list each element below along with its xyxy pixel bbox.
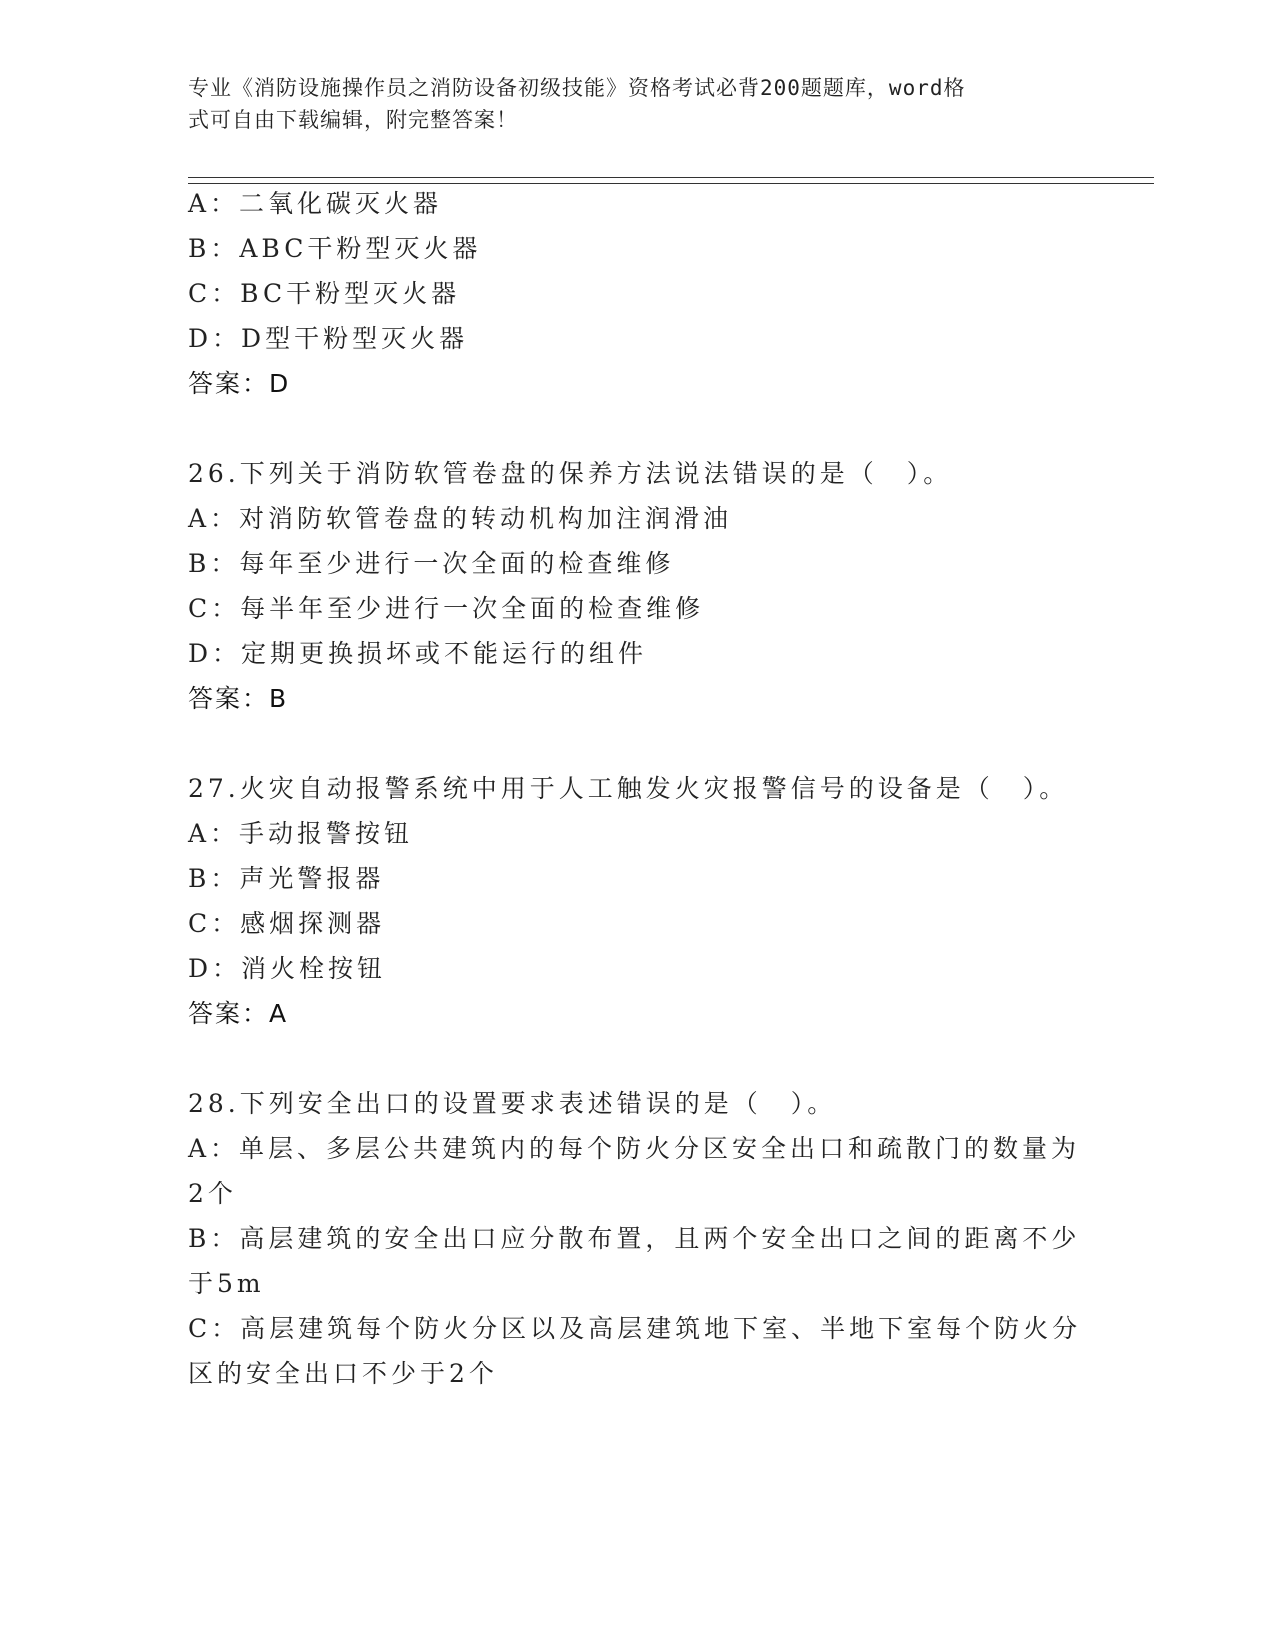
q25-option-c: C：BC干粉型灭火器: [188, 279, 461, 308]
q25-answer: 答案：D: [188, 369, 291, 398]
q28-option-a: A：单层、多层公共建筑内的每个防火分区安全出口和疏散门的数量为: [188, 1134, 1081, 1163]
q26-option-a: A：对消防软管卷盘的转动机构加注润滑油: [188, 504, 733, 533]
q28-option-b: B：高层建筑的安全出口应分散布置，且两个安全出口之间的距离不少: [188, 1224, 1081, 1253]
q27-option-d: D：消火栓按钮: [188, 954, 387, 983]
header-divider-bottom: [188, 183, 1154, 184]
q26-option-d: D：定期更换损坏或不能运行的组件: [188, 639, 648, 668]
header-divider-top: [188, 177, 1154, 178]
document-header: [188, 72, 1068, 136]
q27-option-b: B：声光警报器: [188, 864, 385, 893]
q27-option-a: A：手动报警按钮: [188, 819, 414, 848]
q27-option-c: C：感烟探测器: [188, 909, 386, 938]
q26-answer: 答案：B: [188, 684, 289, 713]
q26-option-b: B：每年至少进行一次全面的检查维修: [188, 549, 675, 578]
q27-question: 27.火灾自动报警系统中用于人工触发火灾报警信号的设备是（ ）。: [188, 774, 1069, 803]
q25-option-a: A：二氧化碳灭火器: [188, 189, 443, 218]
q28-option-c-cont: 区的安全出口不少于2个: [188, 1359, 498, 1388]
q27-answer: 答案：A: [188, 999, 289, 1028]
header-line-1: 专业《消防设施操作员之消防设备初级技能》资格考试必背200题题库，word格: [188, 76, 966, 100]
q28-option-b-cont: 于5m: [188, 1269, 265, 1298]
q26-question: 26.下列关于消防软管卷盘的保养方法说法错误的是（ ）。: [188, 459, 953, 488]
q28-option-a-cont: 2个: [188, 1179, 237, 1208]
q28-question: 28.下列安全出口的设置要求表述错误的是（ ）。: [188, 1089, 837, 1118]
q25-option-b: B：ABC干粉型灭火器: [188, 234, 482, 263]
header-line-2: 式可自由下载编辑，附完整答案！: [188, 108, 518, 132]
q25-option-d: D：D型干粉型灭火器: [188, 324, 469, 353]
q28-option-c: C：高层建筑每个防火分区以及高层建筑地下室、半地下室每个防火分: [188, 1314, 1082, 1343]
q26-option-c: C：每半年至少进行一次全面的检查维修: [188, 594, 705, 623]
